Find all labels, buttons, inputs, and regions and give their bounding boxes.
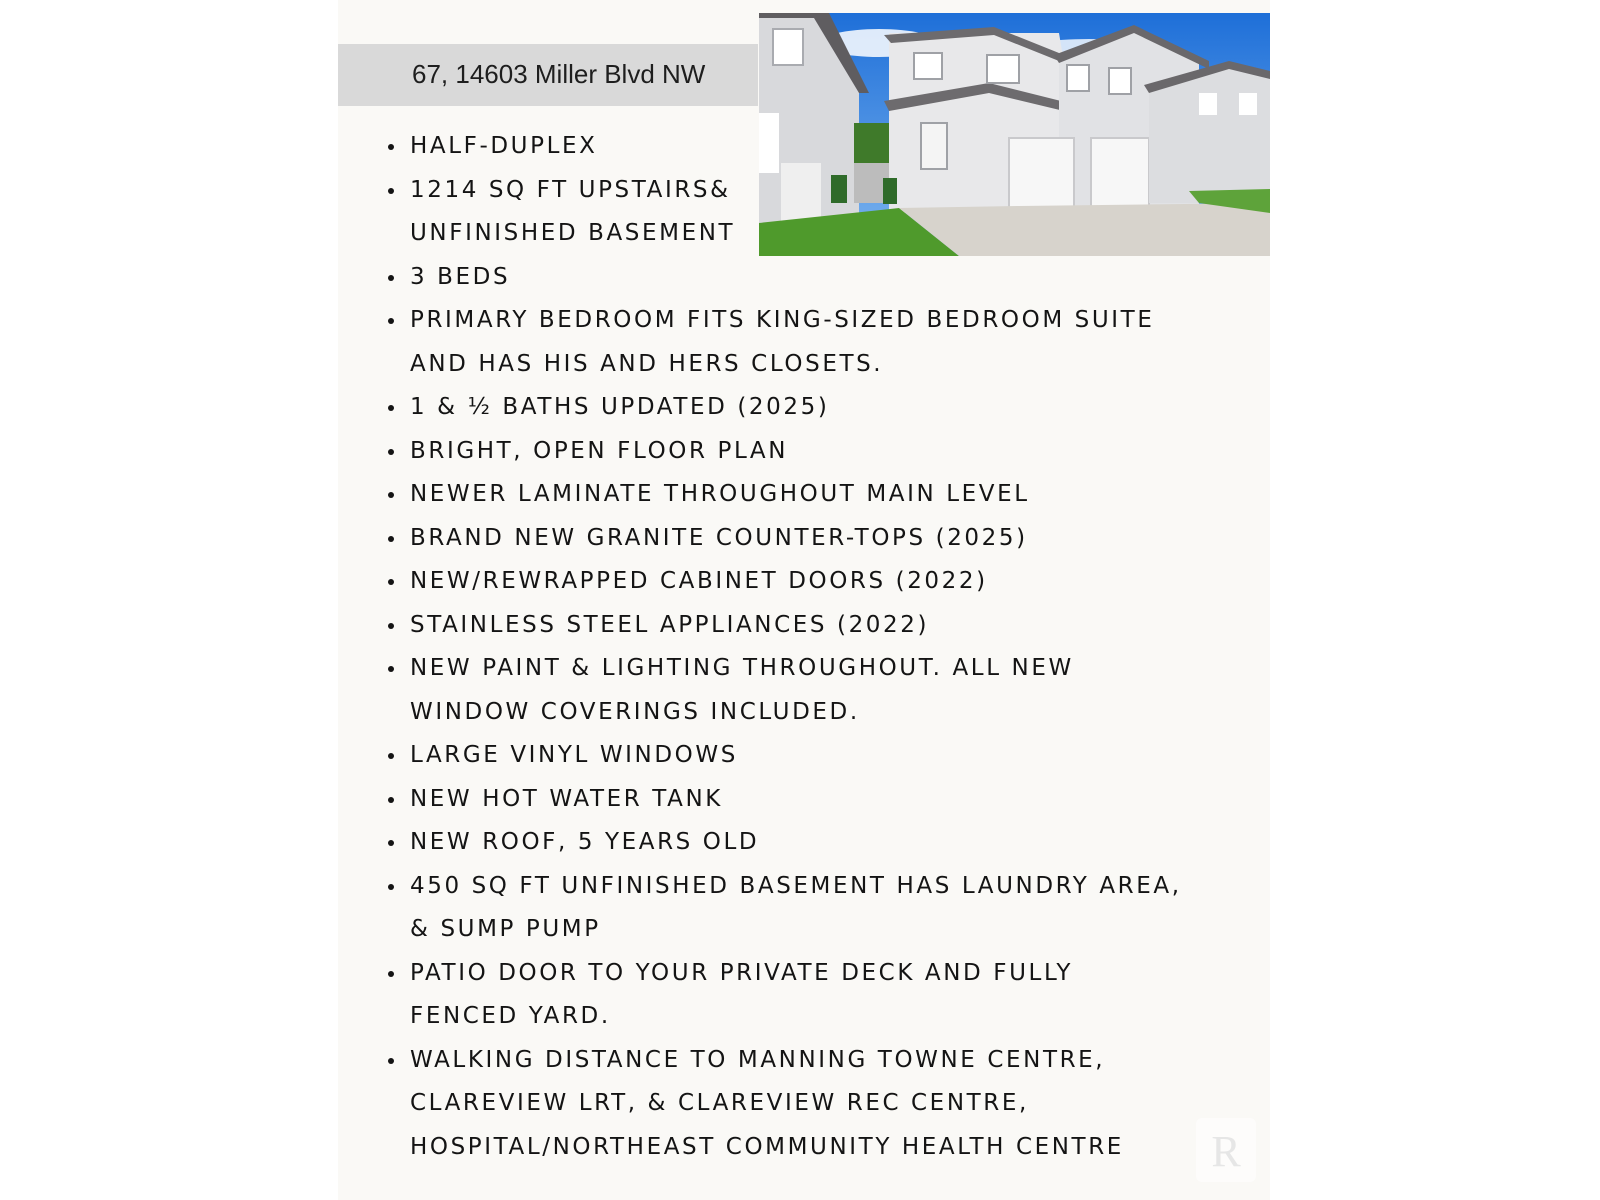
feature-text: BRIGHT, OPEN FLOOR PLAN xyxy=(410,437,789,464)
feature-text: NEWER LAMINATE THROUGHOUT MAIN LEVEL xyxy=(410,481,1030,507)
feature-item xyxy=(388,125,740,169)
feature-item xyxy=(388,778,1268,822)
feature-item xyxy=(388,299,1268,386)
feature-item xyxy=(388,256,1268,300)
feature-item xyxy=(388,952,1268,1039)
feature-item xyxy=(388,604,1268,648)
bullet-icon xyxy=(388,797,394,803)
feature-item xyxy=(388,517,1268,561)
bullet-icon xyxy=(388,971,394,977)
bullet-icon xyxy=(388,579,394,585)
bullet-icon xyxy=(388,405,394,411)
bullet-icon xyxy=(388,623,394,629)
features-list xyxy=(388,125,1268,1169)
bullet-icon xyxy=(388,884,394,890)
feature-text: WALKING DISTANCE TO MANNING TOWNE CENTRE, CLAREVIEW LRT, & CLAREVIEW REC CENTRE, HOSPITAL/NORTHEAST COMMUNITY HEALTH CENTRE xyxy=(410,1046,1124,1160)
feature-text: 450 SQ FT UNFINISHED BASEMENT HAS LAUNDRY AREA, & SUMP PUMP xyxy=(410,872,1182,942)
bullet-icon xyxy=(388,449,394,455)
bullet-icon xyxy=(388,275,394,281)
bullet-icon xyxy=(388,492,394,498)
bullet-icon xyxy=(388,666,394,672)
listing-address: 67, 14603 Miller Blvd NW xyxy=(412,59,706,89)
feature-item xyxy=(388,430,1268,474)
feature-item xyxy=(388,386,1268,430)
bullet-icon xyxy=(388,840,394,846)
feature-text: NEW PAINT & LIGHTING THROUGHOUT. ALL NEW WINDOW COVERINGS INCLUDED. xyxy=(410,655,1074,725)
feature-item xyxy=(388,734,1268,778)
feature-item xyxy=(388,865,1268,952)
feature-text: PATIO DOOR TO YOUR PRIVATE DECK AND FULLY FENCED YARD. xyxy=(410,959,1073,1029)
bullet-icon xyxy=(388,144,394,150)
listing-sheet xyxy=(338,0,1270,1200)
feature-item xyxy=(388,473,1268,517)
bullet-icon xyxy=(388,753,394,759)
feature-item xyxy=(388,169,740,256)
feature-text: NEW HOT WATER TANK xyxy=(410,785,723,812)
feature-text: PRIMARY BEDROOM FITS KING-SIZED BEDROOM SUITE AND HAS HIS AND HERS CLOSETS. xyxy=(410,307,1155,377)
svg-text:R: R xyxy=(1211,1127,1241,1176)
feature-text: STAINLESS STEEL APPLIANCES (2022) xyxy=(410,611,930,638)
realtor-logo-icon xyxy=(1196,1118,1256,1182)
bullet-icon xyxy=(388,188,394,194)
bullet-icon xyxy=(388,536,394,542)
address-banner xyxy=(338,44,758,106)
feature-item xyxy=(388,1039,1268,1170)
feature-text: BRAND NEW GRANITE COUNTER-TOPS (2025) xyxy=(410,524,1028,551)
feature-text: NEW ROOF, 5 YEARS OLD xyxy=(410,829,760,855)
feature-text: NEW/REWRAPPED CABINET DOORS (2022) xyxy=(410,568,988,594)
bullet-icon xyxy=(388,1058,394,1064)
feature-text: 3 BEDS xyxy=(410,263,511,290)
bullet-icon xyxy=(388,318,394,324)
feature-text: LARGE VINYL WINDOWS xyxy=(410,742,738,768)
feature-item xyxy=(388,821,1268,865)
feature-text: 1214 SQ FT UPSTAIRS& UNFINISHED BASEMENT xyxy=(410,176,736,246)
feature-text: HALF-DUPLEX xyxy=(410,133,598,159)
feature-item xyxy=(388,647,1268,734)
feature-text: 1 & ½ BATHS UPDATED (2025) xyxy=(410,394,830,420)
feature-item xyxy=(388,560,1268,604)
